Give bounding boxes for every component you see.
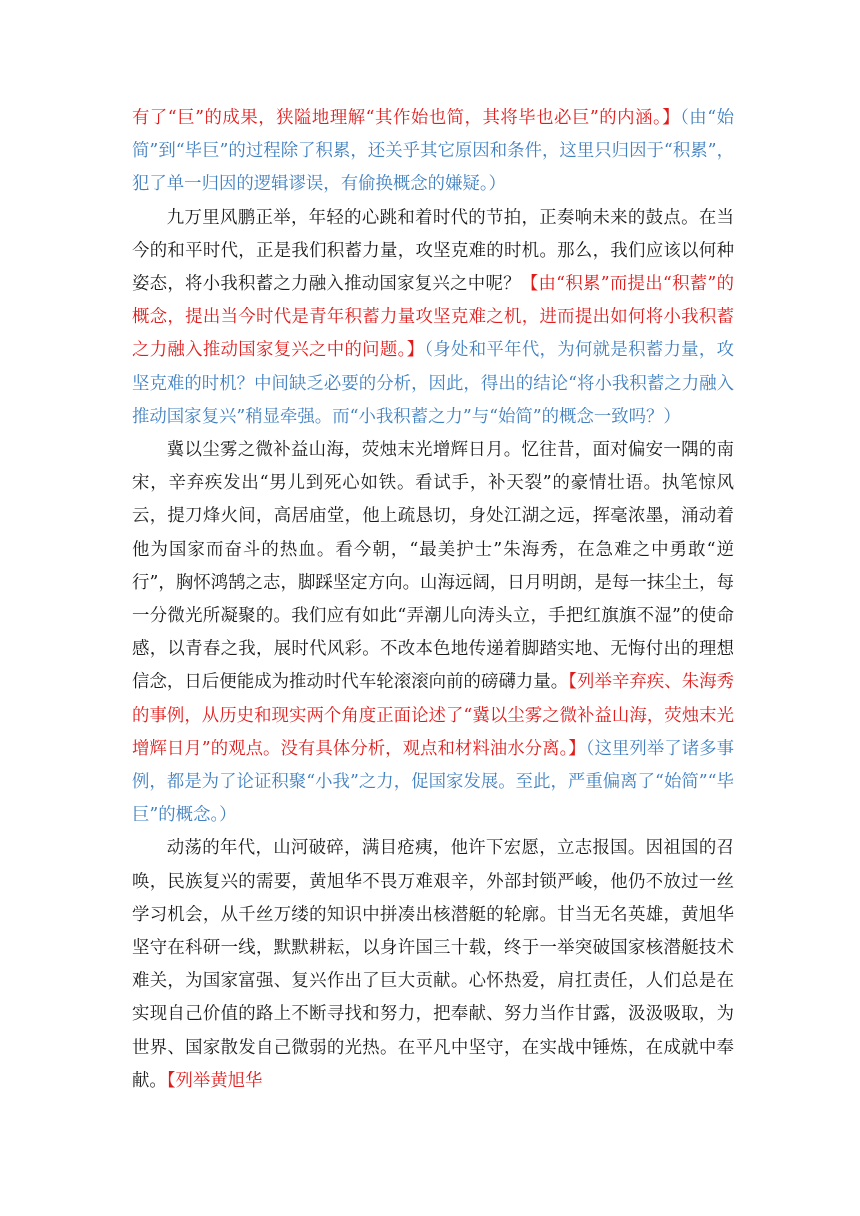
critique-comment: （身处和平年代，为何就是积蓄力量，攻坚克难的时机？中间缺乏必要的分析，因此，得出的结论“将小我积蓄之力融入推动国家复兴”稍显牵强。而“小我积蓄之力”与“始简”的概念一致吗？） [132,340,734,427]
annotation-comment: 【由“积累”而提出“积蓄”的概念，提出当今时代是青年积蓄力量攻坚克难之机，进而提出如何将小我积蓄之力融入推动国家复兴之中的问题。】 [132,274,734,361]
essay-text: 九万里风鹏正举，年轻的心跳和着时代的节拍，正奏响未来的鼓点。在当今的和平时代，正是我们积蓄力量，攻坚克难的时机。那么，我们应该以何种姿态，将小我积蓄之力融入推动国家复兴之中呢？ [132,207,734,295]
essay-text: 冀以尘雾之微补益山海，荧烛末光增辉日月。忆往昔，面对偏安一隅的南宋，辛弃疾发出“男儿到死心如铁。看试手，补天裂”的豪情壮语。执笔惊风云，提刀烽火间，高居庙堂，他上疏恳切，身处江湖之远，挥毫浓墨，涌动着他为国家而奋斗的热血。看今朝，“最美护士”朱海秀，在急难之中勇敢“逆行”，胸怀鸿鹄之志，脚踩坚定方向。山海远阔，日月明朗，是每一抹尘土，每一分微光所凝聚的。我们应有如此“弄潮儿向涛头立，手把红旗旗不湿”的使命感，以青春之我，展时代风彩。不改本色地传递着脚踏实地、无悔付出的理想信念，日后便能成为推动时代车轮滚滚向前的磅礴力量。 [132,440,734,693]
annotation-comment: 有了“巨”的成果，狭隘地理解“其作始也简，其将毕也必巨”的内涵。】 [132,108,681,128]
critique-comment: （这里列举了诸多事例，都是为了论证积聚“小我”之力，促国家发展。至此，严重偏离了“始简”“毕巨”的概念。） [132,738,734,826]
paragraph-1 [132,102,734,202]
critique-comment: （由“始简”到“毕巨”的过程除了积累，还关乎其它原因和条件，这里只归因于“积累”，犯了单一归因的逻辑谬误，有偷换概念的嫌疑。） [132,108,734,195]
essay-body [132,102,734,1098]
essay-text: 动荡的年代，山河破碎，满目疮痍，他许下宏愿，立志报国。因祖国的召唤，民族复兴的需要，黄旭华不畏万难艰辛，外部封锁严峻，他仍不放过一丝学习机会，从千丝万缕的知识中拼凑出核潜艇的轮廓。甘当无名英雄，黄旭华坚守在科研一线，默默耕耘，以身许国三十载，终于一举突破国家核潜艇技术难关，为国家富强、复兴作出了巨大贡献。心怀热爱，肩扛责任，人们总是在实现自己价值的路上不断寻找和努力，把奉献、努力当作甘露，汲汲吸取，为世界、国家散发自己微弱的光热。在平凡中坚守，在实战中锤炼，在成就中奉献。 [132,838,734,1091]
paragraph-4 [132,832,734,1098]
paragraph-2 [132,202,734,434]
annotation-comment: 【列举黄旭华 [166,1070,263,1091]
paragraph-3 [132,434,734,832]
annotation-comment: 【列举辛弃疾、朱海秀的事例，从历史和现实两个角度正面论述了“冀以尘雾之微补益山海，荧烛末光增辉日月”的观点。没有具体分析，观点和材料油水分离。】 [132,672,734,759]
